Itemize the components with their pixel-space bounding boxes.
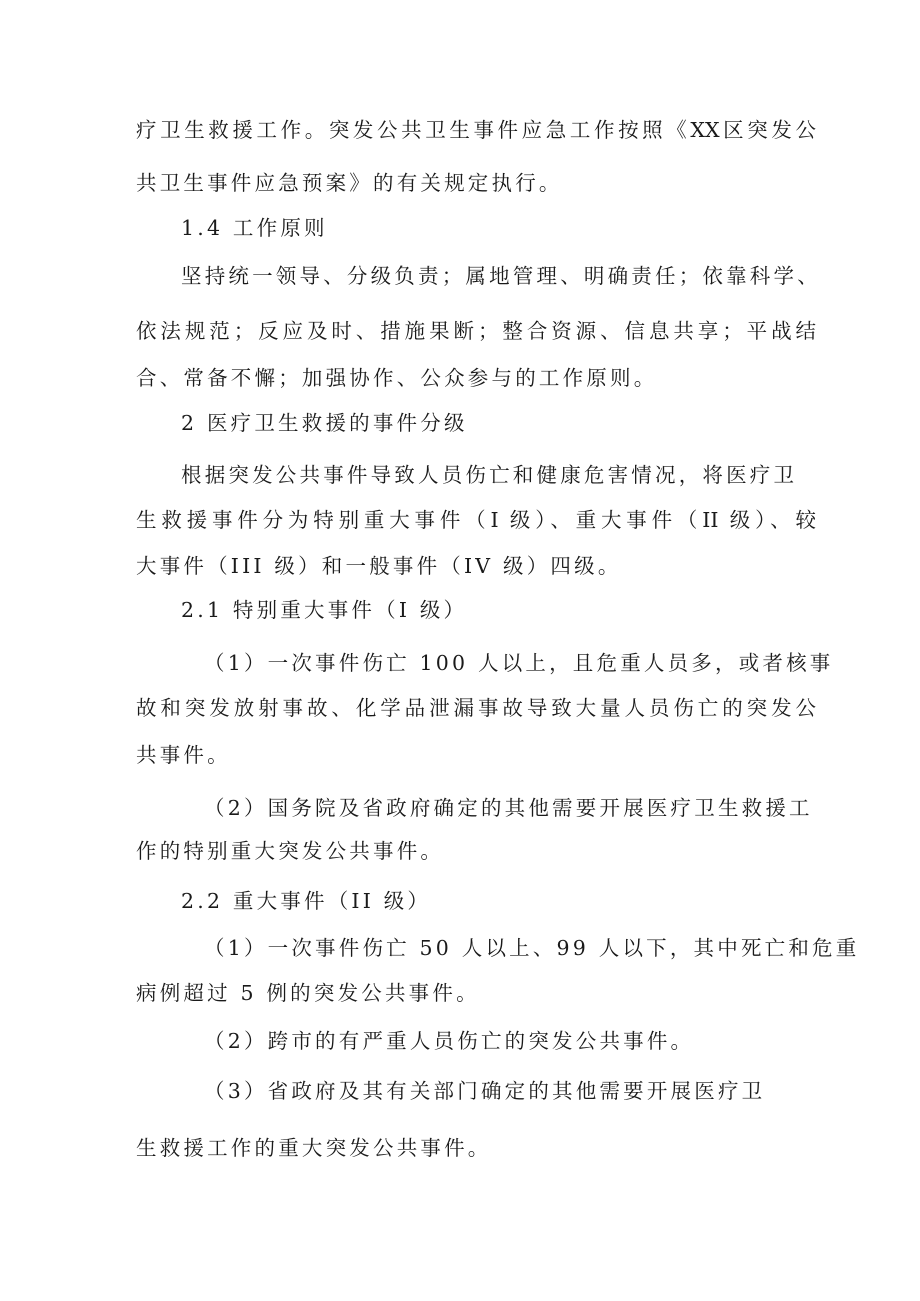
body-text-line: 疗卫生救援工作。突发公共卫生事件应急工作按照《XX区突发公 bbox=[136, 118, 816, 142]
list-item-text: （2）跨市的有严重人员伤亡的突发公共事件。 bbox=[204, 1029, 695, 1053]
body-text-line: 合、常备不懈；加强协作、公众参与的工作原则。 bbox=[136, 366, 658, 390]
section-heading-2-2: 2.2 重大事件（II 级） bbox=[181, 889, 432, 913]
body-text-line: 生救援工作的重大突发公共事件。 bbox=[136, 1136, 492, 1160]
list-item-text: （2）国务院及省政府确定的其他需要开展医疗卫生救援工 bbox=[204, 796, 813, 820]
section-heading-1-4: 1.4 工作原则 bbox=[181, 216, 328, 240]
body-text-line: 共事件。 bbox=[136, 743, 231, 767]
body-text-line: 生救援事件分为特别重大事件（I 级）、重大事件（II 级）、较 bbox=[136, 508, 816, 532]
body-text-line: 病例超过 5 例的突发公共事件。 bbox=[136, 981, 480, 1005]
body-text-line: 依法规范；反应及时、措施果断；整合资源、信息共享；平战结 bbox=[136, 319, 816, 343]
body-text-line: 根据突发公共事件导致人员伤亡和健康危害情况，将医疗卫 bbox=[181, 463, 798, 487]
list-item-text: （1）一次事件伤亡 100 人以上，且危重人员多，或者核事 bbox=[204, 651, 834, 675]
body-text-line: 坚持统一领导、分级负责；属地管理、明确责任；依靠科学、 bbox=[181, 264, 821, 288]
list-item-text: （3）省政府及其有关部门确定的其他需要开展医疗卫 bbox=[204, 1079, 766, 1103]
body-text-line: 作的特别重大突发公共事件。 bbox=[136, 839, 445, 863]
body-text-line: 大事件（III 级）和一般事件（IV 级）四级。 bbox=[136, 554, 622, 578]
list-item-text: （1）一次事件伤亡 50 人以上、99 人以下，其中死亡和危重 bbox=[204, 936, 860, 960]
body-text-line: 共卫生事件应急预案》的有关规定执行。 bbox=[136, 171, 563, 195]
body-text-line: 故和突发放射事故、化学品泄漏事故导致大量人员伤亡的突发公 bbox=[136, 696, 816, 720]
section-heading-2-1: 2.1 特别重大事件（I 级） bbox=[181, 598, 468, 622]
section-heading-2: 2 医疗卫生救援的事件分级 bbox=[181, 411, 468, 435]
